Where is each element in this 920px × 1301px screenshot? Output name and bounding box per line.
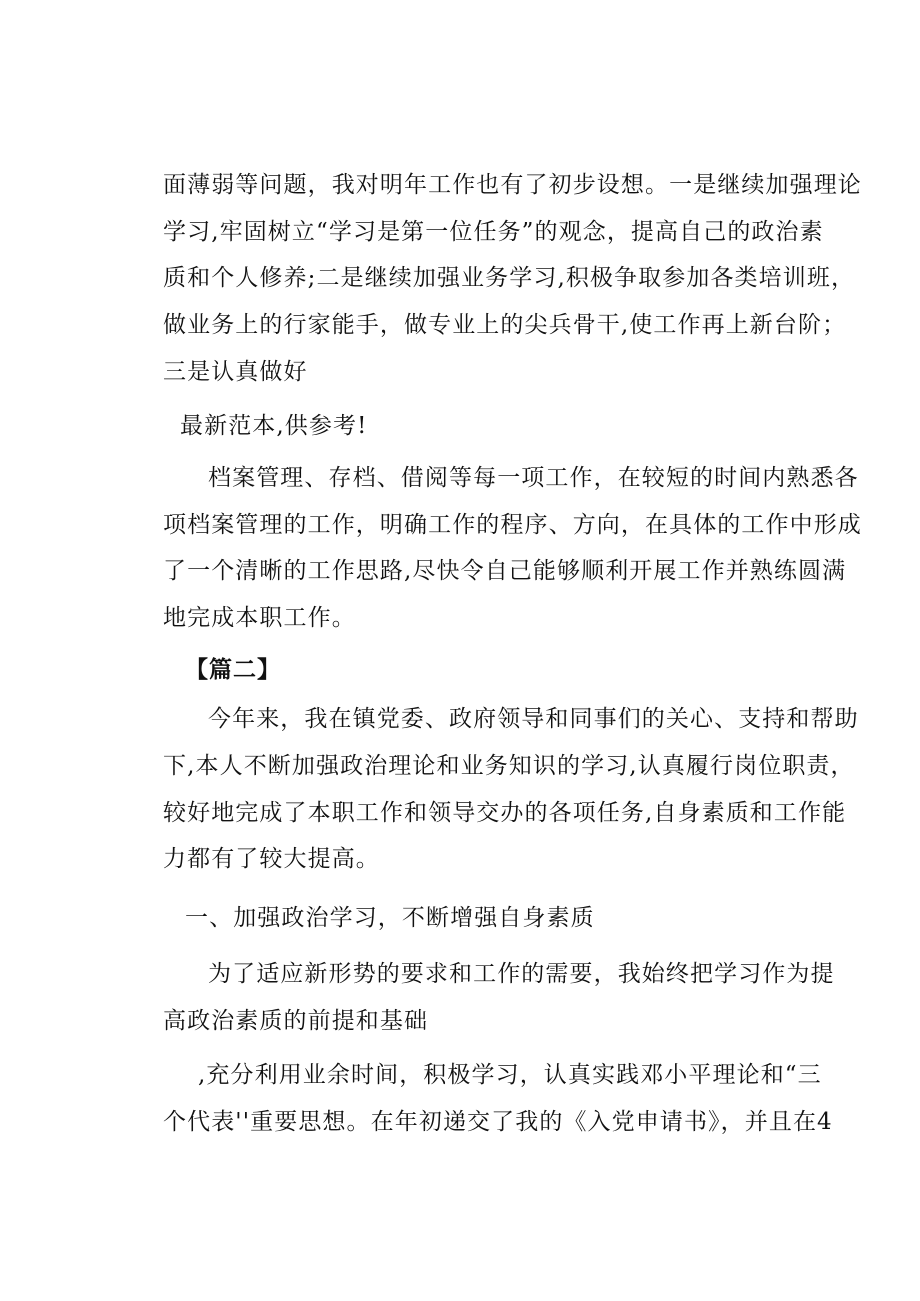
text-line: 地完成本职工作。 — [163, 605, 356, 631]
section-heading: 【篇二】 — [185, 656, 281, 683]
text-line: 学习,牢固树立“学习是第一位任务”的观念，提高自己的政治素 — [163, 219, 824, 245]
text-line: ,充分利用业余时间，积极学习，认真实践邓小平理论和“三 — [198, 1062, 822, 1088]
text-line: 做业务上的行家能手，做专业上的尖兵骨干,使工作再上新台阶； — [163, 312, 847, 338]
text-line: 面薄弱等问题，我对明年工作也有了初步设想。一是继续加强理论 — [163, 172, 862, 198]
text-line: 档案管理、存档、借阅等每一项工作，在较短的时间内熟悉各 — [208, 465, 859, 491]
text-line: 三是认真做好 — [163, 359, 308, 385]
subheading: 一、加强政治学习，不断增强自身素质 — [185, 905, 595, 931]
text-line: 今年来，我在镇党委、政府领导和同事们的关心、支持和帮助 — [208, 706, 859, 732]
text-line: 力都有了较大提高。 — [163, 846, 380, 872]
sample-note: 最新范本,供参考! — [180, 413, 368, 439]
text-line: 下,本人不断加强政治理论和业务知识的学习,认真履行岗位职责， — [163, 753, 855, 779]
text-line: 为了适应新形势的要求和工作的需要，我始终把学习作为提 — [208, 961, 835, 987]
text-line: 个代表''重要思想。在年初递交了我的《入党申请书》，并且在4 — [163, 1109, 833, 1135]
text-line: 了一个清晰的工作思路,尽快令自己能够顺利开展工作并熟练圆满 — [163, 558, 847, 584]
text-line: 质和个人修养;二是继续加强业务学习,积极争取参加各类培训班， — [163, 265, 856, 291]
text-line: 较好地完成了本职工作和领导交办的各项任务,自身素质和工作能 — [163, 800, 847, 826]
text-line: 项档案管理的工作，明确工作的程序、方向，在具体的工作中形成 — [163, 512, 862, 538]
text-line: 高政治素质的前提和基础 — [163, 1008, 429, 1034]
